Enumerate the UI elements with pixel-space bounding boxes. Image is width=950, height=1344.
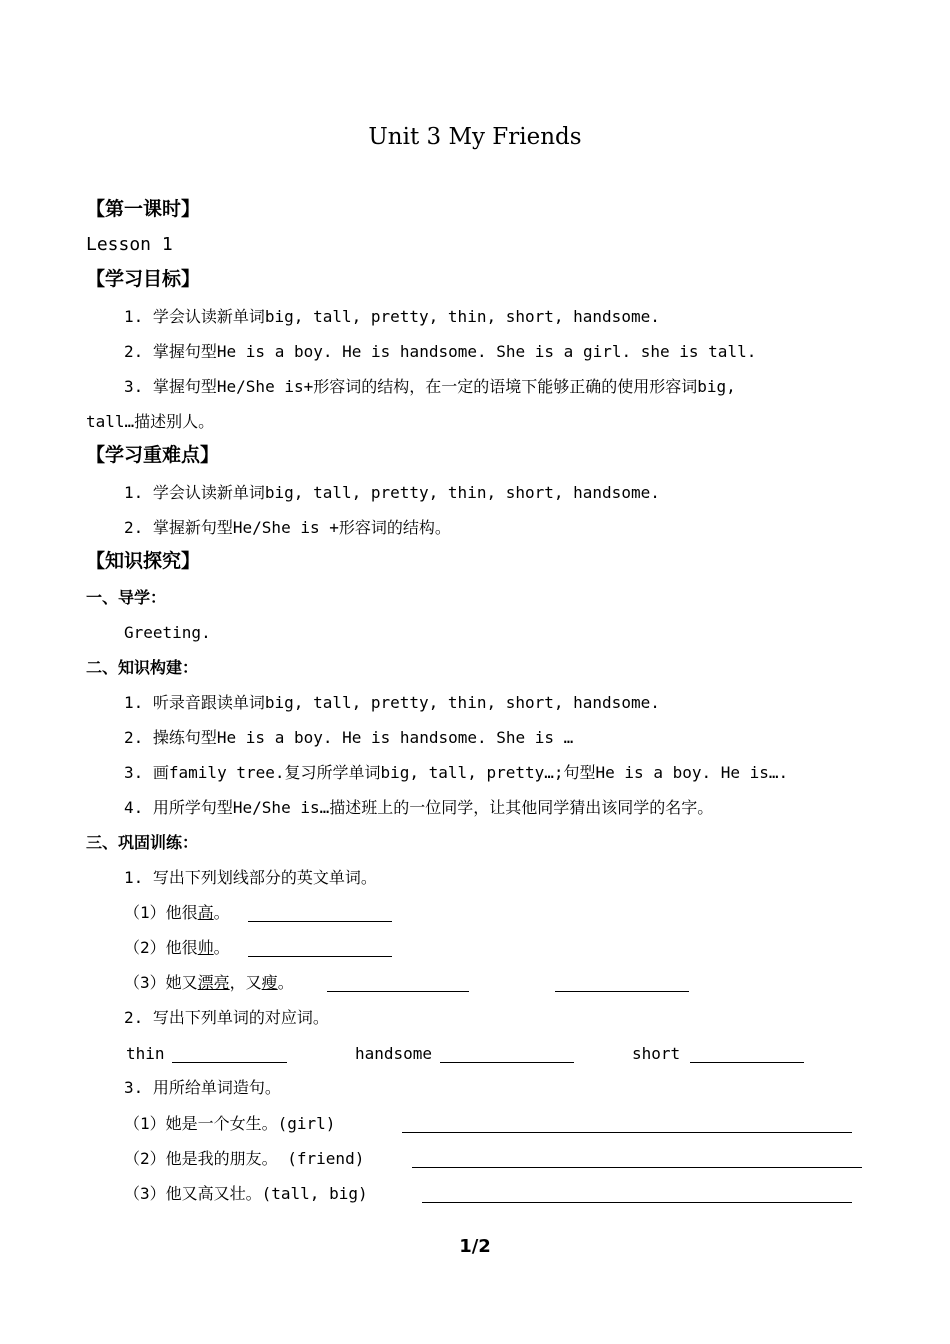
build-item: 3. 画family tree.复习所学单词big, tall, pretty…;句型He is a boy. He is….: [124, 763, 789, 782]
q2-word-short: short: [632, 1044, 681, 1063]
key-points-heading: 【学习重难点】: [86, 444, 220, 466]
build-heading: 二、知识构建：: [86, 658, 199, 677]
q3-item: （1）她是一个女生。(girl): [124, 1114, 336, 1133]
q1-c-suffix: 。: [277, 973, 294, 992]
objective-item-continuation: tall…描述别人。: [86, 412, 215, 431]
q1-instruction: 1. 写出下列划线部分的英文单词。: [124, 868, 377, 887]
q1-c-underlined-word-1: 漂亮: [197, 973, 230, 992]
lesson-label: Lesson 1: [86, 234, 173, 255]
q1-a-suffix: 。: [213, 903, 230, 922]
answer-blank[interactable]: [440, 1062, 574, 1063]
answer-blank[interactable]: [327, 991, 469, 992]
objective-item: 2. 掌握句型He is a boy. He is handsome. She is a girl. she is tall.: [124, 342, 757, 361]
guide-heading: 一、导学：: [86, 588, 167, 607]
q3-item: （3）他又高又壮。(tall, big): [124, 1184, 368, 1203]
period-heading: 【第一课时】: [86, 198, 201, 220]
q1-item-b: [124, 937, 230, 959]
key-point-item: 2. 掌握新句型He/She is +形容词的结构。: [124, 518, 451, 537]
answer-blank[interactable]: [690, 1062, 804, 1063]
q1-b-prefix: （2）他很: [124, 938, 198, 957]
document-title: Unit 3 My Friends: [368, 124, 582, 150]
build-item: 1. 听录音跟读单词big, tall, pretty, thin, short, handsome.: [124, 693, 660, 712]
q1-a-underlined-word: 高: [197, 903, 214, 922]
build-item: 4. 用所学句型He/She is…描述班上的一位同学，让其他同学猜出该同学的名字。: [124, 798, 714, 817]
practice-heading: 三、巩固训练：: [86, 833, 199, 852]
key-point-item: 1. 学会认读新单词big, tall, pretty, thin, short, handsome.: [124, 483, 660, 502]
q3-instruction: 3. 用所给单词造句。: [124, 1078, 281, 1097]
q1-b-suffix: 。: [213, 938, 230, 957]
answer-blank[interactable]: [402, 1132, 852, 1133]
q1-c-prefix: （3）她又: [124, 973, 198, 992]
q2-word-thin: thin: [126, 1044, 165, 1063]
q1-c-middle: ，又: [229, 973, 262, 992]
q2-word-handsome: handsome: [355, 1044, 433, 1063]
page-number: 1/2: [459, 1236, 491, 1257]
guide-text: Greeting.: [124, 623, 211, 642]
objective-item: 1. 学会认读新单词big, tall, pretty, thin, short, handsome.: [124, 307, 660, 326]
answer-blank[interactable]: [422, 1202, 852, 1203]
answer-blank[interactable]: [412, 1167, 862, 1168]
build-item: 2. 操练句型He is a boy. He is handsome. She is …: [124, 728, 574, 747]
q2-instruction: 2. 写出下列单词的对应词。: [124, 1008, 329, 1027]
q3-item: （2）他是我的朋友。 (friend): [124, 1149, 365, 1168]
answer-blank[interactable]: [172, 1062, 287, 1063]
objectives-heading: 【学习目标】: [86, 268, 201, 290]
q1-a-prefix: （1）他很: [124, 903, 198, 922]
q1-item-a: [124, 902, 230, 924]
explore-heading: 【知识探究】: [86, 550, 201, 572]
q1-item-c: [124, 972, 294, 994]
answer-blank[interactable]: [248, 921, 392, 922]
q1-b-underlined-word: 帅: [197, 938, 214, 957]
answer-blank[interactable]: [555, 991, 689, 992]
q1-c-underlined-word-2: 瘦: [261, 973, 278, 992]
objective-item: 3. 掌握句型He/She is+形容词的结构，在一定的语境下能够正确的使用形容词big,: [124, 377, 736, 396]
answer-blank[interactable]: [248, 956, 392, 957]
